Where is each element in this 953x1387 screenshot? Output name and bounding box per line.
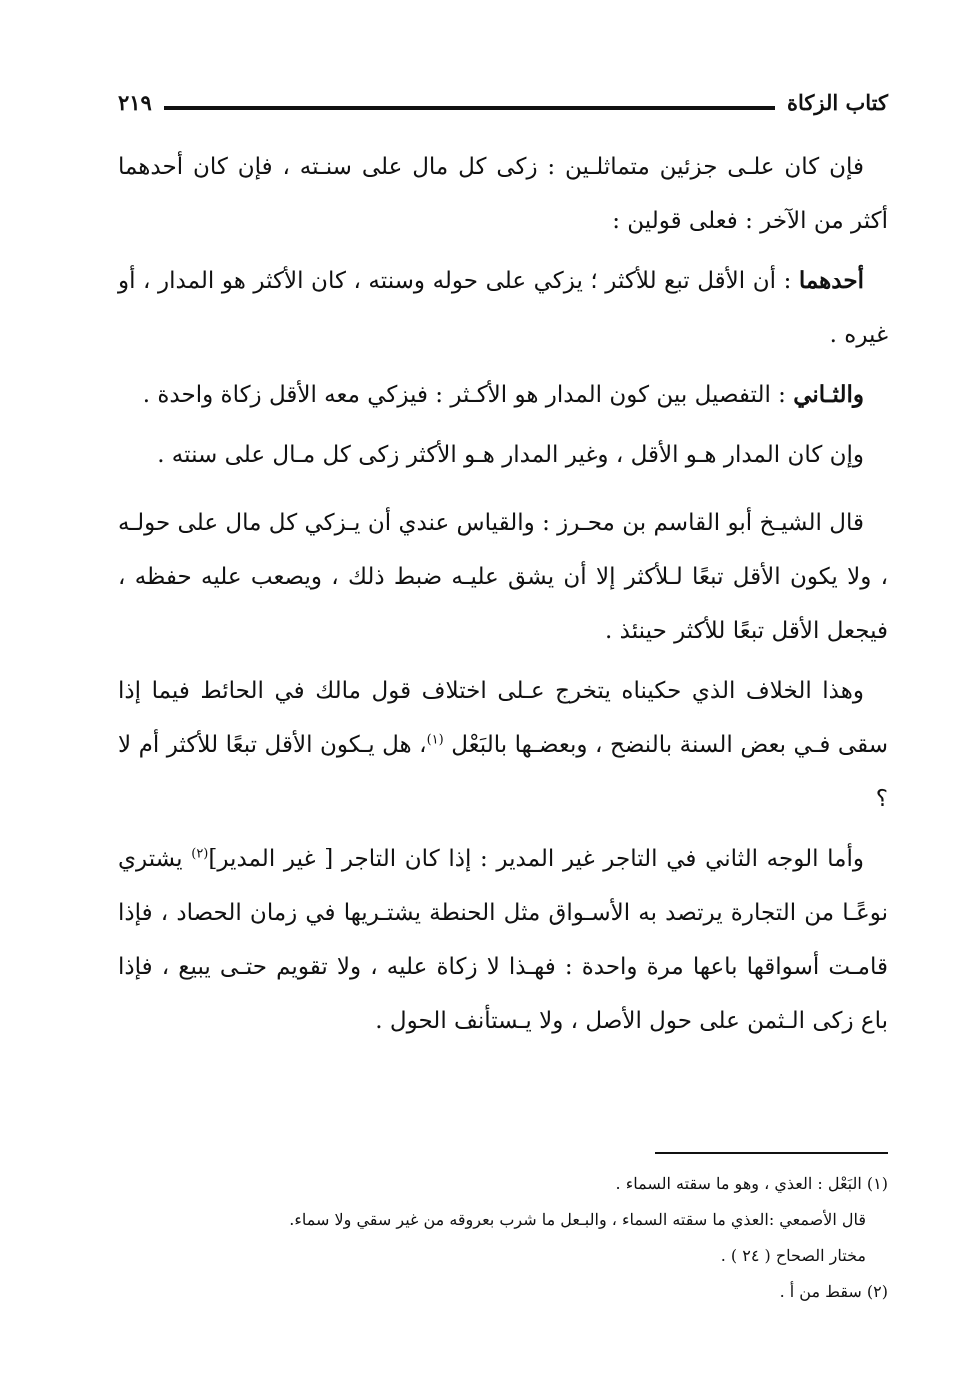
paragraph-text: : التفصيل بين كون المدار هو الأكـثر : فيزكي معه الأقل زكاة واحدة . — [142, 382, 794, 408]
footnote-1: (١) البَعْل : العذي ، وهو ما سقته السماء . — [615, 1174, 888, 1193]
footnote-1-quote: قال الأصمعي :العذي ما سقته السماء ، والبـعل ما شرب بعروقه من غير سقي ولا سماء. — [289, 1210, 866, 1229]
footnote-1-source: مختار الصحاح ( ٢٤ ) . — [720, 1246, 866, 1265]
footnote-divider — [655, 1152, 888, 1154]
page-number: ٢١٩ — [118, 89, 152, 115]
paragraph-text: وهذا الخلاف الذي حكيناه يتخرج عـلى اختلاف قول مالك في الحائط فيما إذا سقى فـي بعض السنة بالنضح ، وبعضـها بالبَعْل — [118, 678, 889, 758]
main-text — [118, 140, 888, 1054]
paragraph-lead: والثـاني — [793, 381, 864, 408]
paragraph-text: : أن الأقل تبع للأكثر ؛ يزكي على حوله وسنته ، كان الأكثر هو المدار ، أو غيره . — [118, 268, 888, 348]
paragraph-2 — [118, 254, 888, 362]
paragraph-1 — [118, 140, 888, 248]
footnote-ref-1: (١) — [426, 732, 444, 748]
footnote-ref-2: (٢) — [191, 846, 209, 862]
paragraph-text: فإن كان علـى جزئين متماثلـين : زكى كل مال على سنـته ، فإن كان أحدهما أكثر من الآخر : فعلى قولين : — [118, 154, 888, 234]
header-rule — [164, 106, 775, 110]
paragraph-text: قال الشيـخ أبو القاسم بن محـرز : والقياس عندي أن يـزكي كل مال على حولـه ، ولا يكون الأقل تبعًا لـلأكثر إلا أن يشق عليـه ضبط ذلك ، ويصعب عليه حفظه ، فيجعل الأقل تبعًا للأكثر حينئذ . — [118, 510, 888, 644]
paragraph-4 — [118, 428, 888, 482]
paragraph-lead: أحدهما — [798, 267, 864, 294]
paragraph-text: يشتري نوعًـا من التجارة يرتصد به الأسـواق مثل الحنطة يشتـريها في زمان الحصاد ، فإذا قامـت أسواقها باعها مرة واحدة : فهـذا لا زكاة عليه ، ولا تقويم حتـى يبيع ، فإذا باع زكى الـثمن على حول الأصل ، ولا يـستأنف الحول . — [118, 846, 888, 1034]
paragraph-text: وإن كان المدار هـو الأقل ، وغير المدار هـو الأكثر زكى كل مـال على سنته . — [157, 442, 864, 468]
paragraph-3 — [118, 368, 888, 422]
footnote-2: (٢) سقط من أ . — [779, 1282, 888, 1301]
book-title: كتاب الزكاة — [786, 89, 888, 115]
paragraph-7 — [118, 832, 888, 1048]
paragraph-6 — [118, 664, 888, 826]
paragraph-5 — [118, 496, 888, 658]
page-header — [118, 84, 888, 120]
paragraph-text: وأما الوجه الثاني في التاجر غير المدير : إذا كان التاجر [ غير المدير] — [208, 846, 864, 872]
footnotes — [118, 1166, 888, 1310]
paragraph-text: ، هل يـكون الأقل تبعًا للأكثر أم لا ؟ — [118, 732, 888, 812]
